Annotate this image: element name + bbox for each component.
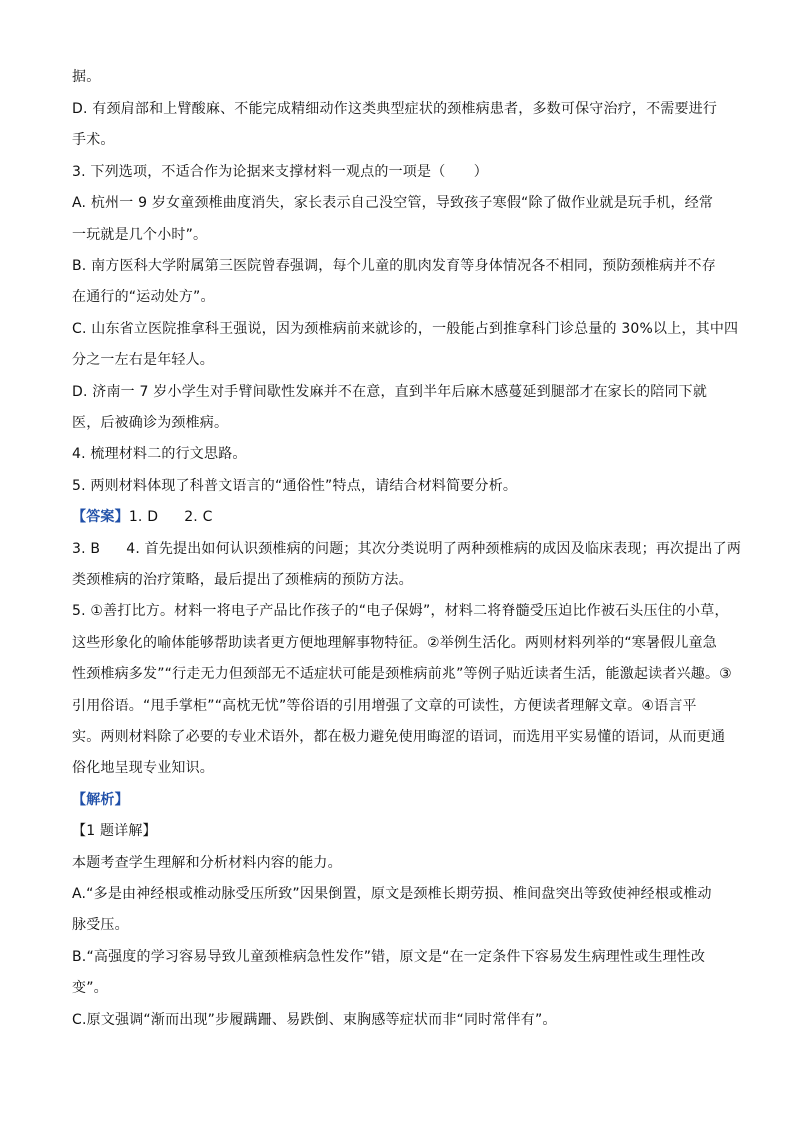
answer-5-line-2: 这些形象化的喻体能够帮助读者更方便地理解事物特征。②举例生活化。两则材料列举的“寒暑假儿童急 (72, 635, 718, 651)
analysis-line: 脉受压。 (72, 917, 129, 933)
analysis-label: 【解析】 (72, 792, 129, 808)
answer-3-4-row (72, 539, 742, 559)
text-line: 据。 (72, 69, 101, 85)
analysis-heading (72, 790, 734, 810)
question-4: 4. 梳理材料二的行文思路。 (72, 446, 247, 462)
answer-5-line-6: 俗化地呈现专业知识。 (72, 760, 214, 776)
option-a-line-2: 一玩就是几个小时”。 (72, 227, 208, 243)
question-3: 3. 下列选项，不适合作为论据来支撑材料一观点的一项是（ ） (72, 164, 489, 180)
option-d-line-2: 手术。 (72, 132, 115, 148)
analysis-line: 本题考查学生理解和分析材料内容的能力。 (72, 855, 342, 871)
answer-row (72, 507, 734, 527)
answer-5-line-1: 5. ①善打比方。材料一将电子产品比作孩子的“电子保姆”，材料二将脊髓受压迫比作被石头压住的小草， (72, 603, 729, 619)
answer-1: 1. D (128, 509, 159, 525)
answer-5-line-3: 性颈椎病多发”“行走无力但颈部无不适症状可能是颈椎病前兆”等例子贴近读者生活，能激起读者兴趣。③ (72, 666, 732, 682)
option-d-line-1: D. 有颈肩部和上臂酸麻、不能完成精细动作这类典型症状的颈椎病患者，多数可保守治疗，不需要进行 (72, 101, 718, 117)
option-b-line-2: 在通行的“运动处方”。 (72, 289, 215, 305)
option-c-line-1: C. 山东省立医院推拿科王强说，因为颈椎病前来就诊的，一般能占到推拿科门诊总量的 30%以上，其中四 (72, 321, 739, 337)
option-d2-line-2: 医，后被确诊为颈椎病。 (72, 415, 229, 431)
analysis-line: A.“多是由神经根或椎动脉受压所致”因果倒置，原文是颈椎长期劳损、椎间盘突出等致使神经根或椎动 (72, 886, 712, 902)
answer-4-line-1: 4. 首先提出如何认识颈椎病的问题；其次分类说明了两种颈椎病的成因及临床表现；再次提出了两 (126, 541, 742, 557)
answer-5-line-4: 引用俗语。“甩手掌柜”“高枕无忧”等俗语的引用增强了文章的可读性，方便读者理解文章。④语言平 (72, 698, 697, 714)
answer-5-line-5: 实。两则材料除了必要的专业术语外，都在极力避免使用晦涩的语词，而选用平实易懂的语词，从而更通 (72, 729, 726, 745)
option-d2-line-1: D. 济南一 7 岁小学生对手臂间歇性发麻并不在意，直到半年后麻木感蔓延到腿部才在家长的陪同下就 (72, 384, 708, 400)
answer-2: 2. C (184, 509, 213, 525)
answer-4-line-2: 类颈椎病的治疗策略，最后提出了颈椎病的预防方法。 (72, 572, 413, 588)
option-b-line-1: B. 南方医科大学附属第三医院曾春强调，每个儿童的肌肉发育等身体情况各不相同，预防颈椎病并不存 (72, 258, 716, 274)
option-a-line-1: A. 杭州一 9 岁女童颈椎曲度消失，家长表示自己没空管，导致孩子寒假“除了做作业就是玩手机，经常 (72, 195, 714, 211)
analysis-line: B.“高强度的学习容易导致儿童颈椎病急性发作”错，原文是“在一定条件下容易发生病理性或生理性改 (72, 949, 706, 965)
analysis-line: C.原文强调“渐而出现”步履蹒跚、易跌倒、束胸感等症状而非“同时常伴有”。 (72, 1012, 557, 1028)
analysis-line: 变”。 (72, 980, 108, 996)
answer-label: 【答案】 (72, 509, 129, 525)
detail-heading: 【1 题详解】 (72, 823, 157, 839)
option-c-line-2: 分之一左右是年轻人。 (72, 352, 214, 368)
question-5: 5. 两则材料体现了科普文语言的“通俗性”特点，请结合材料简要分析。 (72, 478, 518, 494)
answer-3: 3. B (72, 541, 101, 557)
